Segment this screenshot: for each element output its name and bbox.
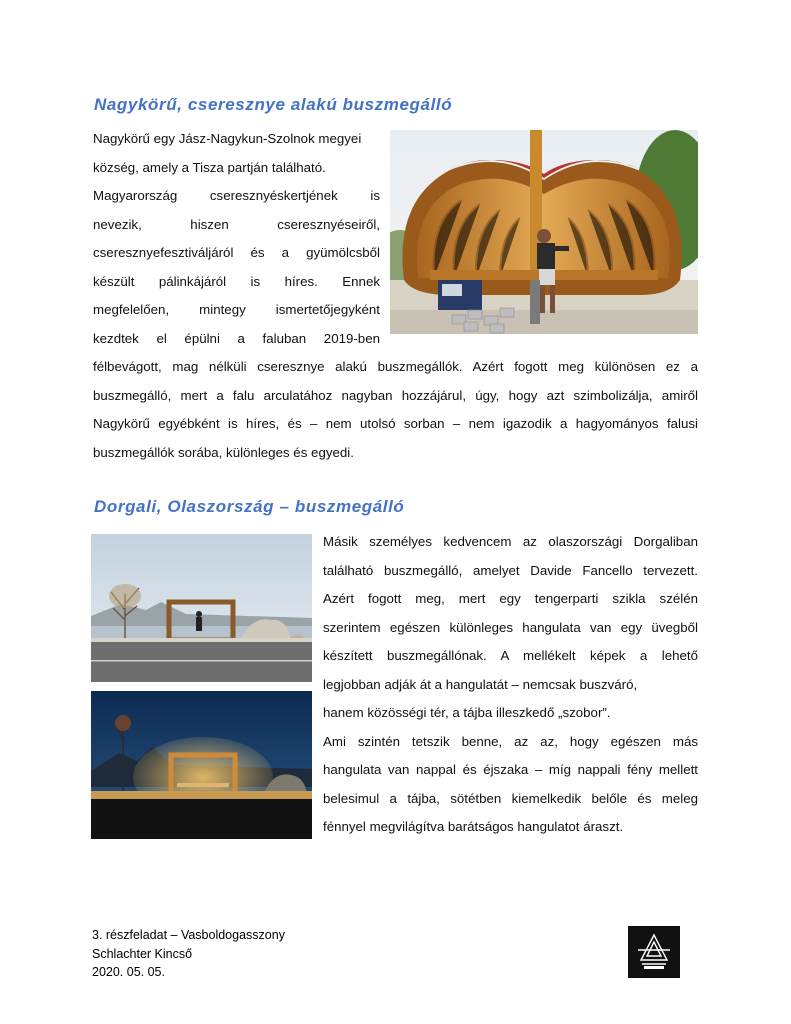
text-line: község, amely a Tisza partján található. [93, 159, 326, 175]
footer-date: 2020. 05. 05. [92, 965, 165, 979]
text-line: Azért fogott meg, mert egy tengerparti szikla szélén [323, 591, 698, 606]
footer [92, 926, 285, 982]
text-line: buszmegállók sorába, különleges és egyedi. [93, 444, 354, 460]
school-logo-icon [628, 926, 680, 978]
dorgali-day-photo [91, 534, 312, 682]
text-line: fénnyel megvilágítva barátságos hangulatot áraszt. [323, 819, 624, 834]
text-line: Nagykörű egy Jász-Nagykun-Szolnok megyei [93, 131, 362, 146]
text-line: készült pálinkájáról is híres. Ennek [93, 273, 380, 289]
text-line: buszmegálló, mert a falu arculatához nagyban hozzájárul, úgy, hogy azt szimbolizálja, amiről [93, 387, 698, 403]
paragraph-nagykoru-upper [93, 125, 380, 353]
text-line: található buszmegálló, amelyet Davide Fancello tervezett. [323, 562, 698, 578]
section-heading-nagykoru: Nagykörű, cseresznye alakú buszmegálló [94, 95, 453, 114]
text-line: cseresznyefesztiváljáról és a gyümölcsből [93, 245, 380, 260]
footer-author: Schlachter Kincső [92, 946, 193, 961]
text-line: készített buszmegállónak. A mellékelt képek a lehető [323, 648, 698, 663]
text-line: hangulata van nappal és éjszaka – míg nappali fény mellett [323, 762, 698, 777]
text-line: nevezik, hiszen cseresznyéseiről, [93, 216, 380, 232]
text-line: Ami szintén tetszik benne, az az, hogy egészen más [323, 733, 698, 749]
text-line: szerintem egészen különleges hangulata van egy üvegből [323, 619, 698, 635]
text-line: megfelelően, mintegy ismertetőjegyként [93, 302, 380, 317]
text-line: kezdtek el épülni a faluban 2019-ben [93, 330, 380, 346]
text-line: félbevágott, mag nélküli cseresznye alakú buszmegállók. Azért fogott meg különösen ez a [93, 359, 698, 374]
footer-task: 3. részfeladat – Vasboldogasszony [92, 928, 285, 942]
text-line: belesimul a tájba, sötétben kiemelkedik belőle és meleg [323, 790, 698, 806]
cherry-bus-stop-photo [390, 130, 698, 334]
text-line: hanem közösségi tér, a tájba illeszkedő „szobor”. [323, 705, 611, 720]
paragraph-dorgali [323, 528, 698, 842]
text-line: Nagykörű egyébként is híres, és – nem utolsó sorban – nem igazodik a hagyományos falusi [93, 416, 698, 431]
text-line: Magyarország cseresznyéskertjének is [93, 188, 380, 203]
text-line: legjobban adják át a hangulatát – nemcsak buszváró, [323, 676, 638, 692]
dorgali-night-photo [91, 691, 312, 839]
text-line: Másik személyes kedvencem az olaszországi Dorgaliban [323, 534, 698, 549]
paragraph-nagykoru-lower [93, 353, 698, 467]
section-heading-dorgali: Dorgali, Olaszország – buszmegálló [94, 497, 405, 516]
